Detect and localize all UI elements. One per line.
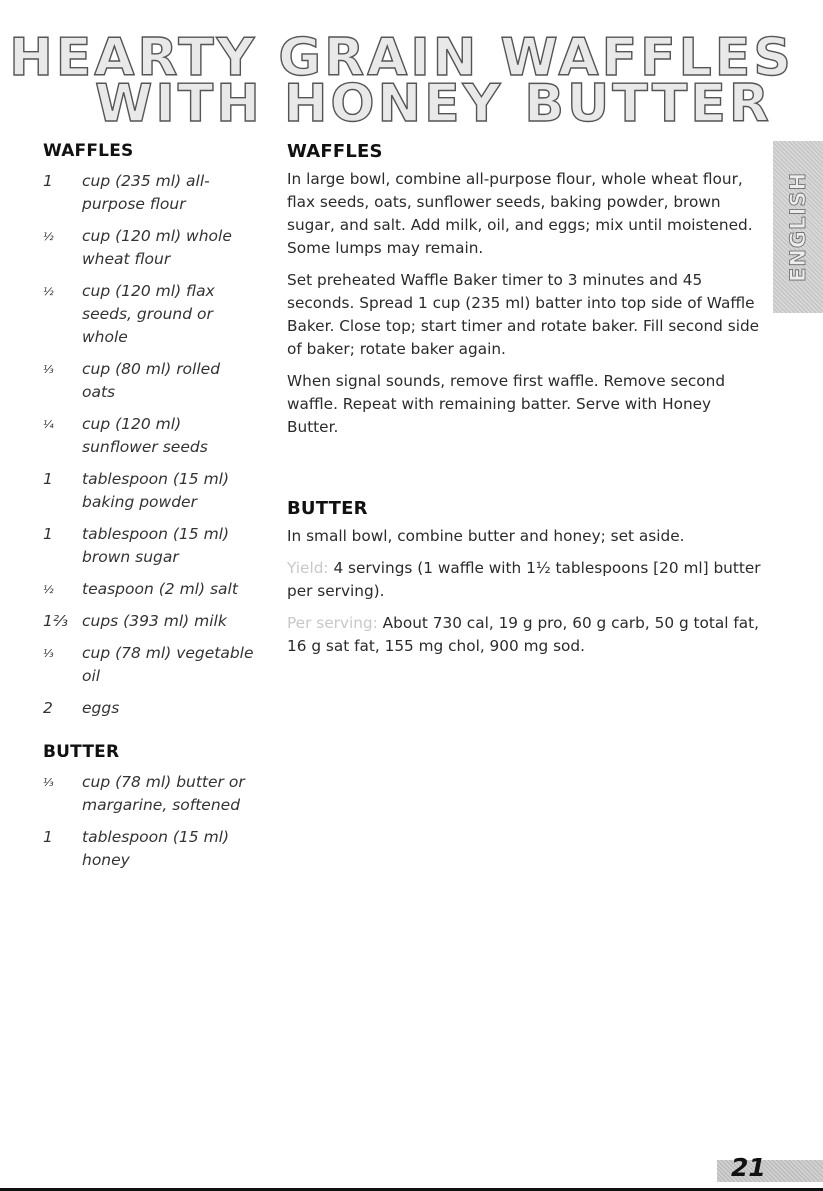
ingredient-desc: tablespoon (15 ml) baking powder [82, 470, 230, 511]
ingredient-item [43, 280, 283, 349]
ingredient-qty: 1⅔ [43, 612, 68, 630]
language-tab-text: ENGLISH [786, 171, 810, 283]
ingredient-desc: eggs [82, 699, 120, 717]
language-tab-label [773, 141, 823, 313]
waffles-ingredients-heading: WAFFLES [43, 141, 134, 161]
per-serving-label: Per serving: [287, 614, 378, 632]
ingredient-desc: tablespoon (15 ml) brown sugar [82, 525, 230, 566]
ingredient-qty: ½ [43, 285, 54, 298]
ingredient-qty: 2 [43, 699, 53, 717]
ingredient-item [43, 413, 283, 459]
butter-ingredients [43, 742, 283, 881]
ingredient-qty: 1 [43, 470, 53, 488]
yield-text: 4 servings (1 waffle with 1½ tablespoons [20 ml] butter per serving). [287, 559, 761, 600]
ingredient-desc: cup (235 ml) all-purpose flour [82, 172, 210, 213]
ingredient-qty: ⅓ [43, 363, 54, 376]
butter-directions-heading: BUTTER [287, 498, 368, 519]
ingredient-qty: 1 [43, 525, 53, 543]
ingredient-qty: ⅓ [43, 647, 54, 660]
ingredient-item [43, 468, 283, 514]
ingredient-desc: cup (78 ml) butter or margarine, softened [82, 773, 245, 814]
butter-ingredients-heading: BUTTER [43, 742, 120, 762]
butter-directions-paragraph: In small bowl, combine butter and honey; set aside. [287, 527, 685, 545]
language-tab [773, 141, 823, 313]
ingredient-item [43, 225, 283, 271]
ingredient-qty: 1 [43, 828, 53, 846]
ingredient-desc: cup (78 ml) vegetable oil [82, 644, 254, 685]
ingredient-desc: cup (80 ml) rolled oats [82, 360, 221, 401]
ingredient-qty: ½ [43, 230, 54, 243]
page-number: 21 [731, 1153, 766, 1182]
ingredient-item [43, 771, 283, 817]
directions-paragraph: When signal sounds, remove first waffle. Remove second waffle. Repeat with remaining batter. Serve with Honey Butter. [287, 372, 726, 436]
page-title-line-2: WITH HONEY BUTTER [95, 74, 772, 134]
per-serving-text: About 730 cal, 19 g pro, 60 g carb, 50 g total fat, 16 g sat fat, 155 mg chol, 900 mg sod. [287, 614, 759, 655]
yield-label: Yield: [287, 559, 329, 577]
ingredient-desc: tablespoon (15 ml) honey [82, 828, 230, 869]
waffles-directions-heading: WAFFLES [287, 141, 383, 162]
directions-paragraph: Set preheated Waffle Baker timer to 3 minutes and 45 seconds. Spread 1 cup (235 ml) batter into top side of Waffle Baker. Close top; start timer and rotate baker. Fill second side of baker; rotate baker again. [287, 271, 760, 358]
ingredient-desc: cup (120 ml) flax seeds, ground or whole [82, 282, 215, 346]
ingredient-desc: cups (393 ml) milk [82, 612, 227, 630]
ingredient-item [43, 697, 283, 720]
ingredient-desc: cup (120 ml) whole wheat flour [82, 227, 232, 268]
ingredient-item [43, 170, 283, 216]
ingredient-qty: 1 [43, 172, 53, 190]
ingredient-qty: ½ [43, 583, 54, 596]
ingredient-desc: cup (120 ml) sunflower seeds [82, 415, 208, 456]
yield-line [287, 557, 767, 603]
directions-paragraph: In large bowl, combine all-purpose flour, whole wheat flour, flax seeds, oats, sunflower seeds, baking powder, brown sugar, and salt. Add milk, oil, and eggs; mix until moistened. Some lumps may remain. [287, 170, 753, 257]
page-title-line-1: HEARTY GRAIN WAFFLES [9, 28, 794, 88]
ingredient-item [43, 642, 283, 688]
ingredient-qty: ¼ [43, 418, 54, 431]
ingredient-item [43, 578, 283, 601]
ingredient-item [43, 358, 283, 404]
nutrition-line [287, 612, 767, 658]
ingredient-item [43, 826, 283, 872]
ingredient-item [43, 523, 283, 569]
ingredients-column [43, 141, 283, 729]
ingredient-qty: ⅓ [43, 776, 54, 789]
ingredient-desc: teaspoon (2 ml) salt [82, 580, 238, 598]
ingredient-item [43, 610, 283, 633]
directions-column [287, 141, 767, 667]
